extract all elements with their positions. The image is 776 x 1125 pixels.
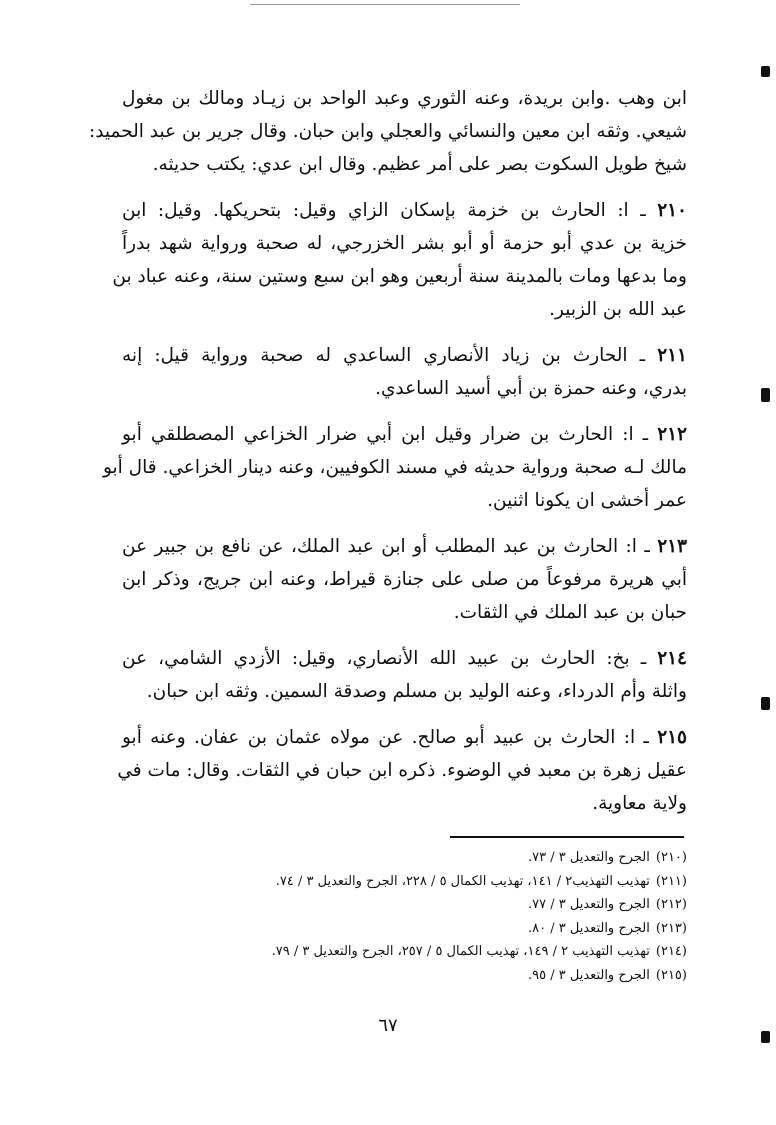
text-line: ـ ا: الحارث بن خزمة بإسكان الزاي وقيل: بتحريكها. وقيل: ابن <box>122 200 646 221</box>
margin-mark <box>761 66 770 77</box>
entry-213 <box>122 530 687 629</box>
text-line: خزية بن عدي أبو حزمة أو أبو بشر الخزرجي، له صحبة ورواية شهد بدراً <box>122 233 687 254</box>
text-line: ـ الحارث بن زياد الأنصاري الساعدي له صحبة ورواية قيل: إنه <box>122 345 646 366</box>
entry-number: ٢١٥ <box>657 727 687 748</box>
entry-number: ٢١٠ <box>657 200 687 221</box>
margin-mark <box>761 697 770 710</box>
entry-211 <box>122 339 687 405</box>
entry-214 <box>122 642 687 708</box>
footnote-number: (٢١٢) <box>655 897 687 912</box>
text-line: ـ بخ: الحارث بن عبيد الله الأنصاري، وقيل: الأزدي الشامي، عن <box>122 648 647 669</box>
page-body <box>88 82 687 820</box>
footnote-separator <box>450 836 684 838</box>
footnote <box>167 964 687 988</box>
entry-210 <box>112 194 687 326</box>
footnote-text: الجرح والتعديل ٣ / ٨٠. <box>528 920 650 936</box>
text-line: شيعي. وثقه ابن معين والنسائي والعجلي وابن حبان. وقال جرير بن عبد الحميد: <box>88 121 687 142</box>
footnote-number: (٢١٠) <box>655 850 687 865</box>
footnote <box>167 940 687 964</box>
entry-number: ٢١١ <box>657 345 687 366</box>
text-line: وما بدعها ومات بالمدينة سنة أربعين وهو ابن سبع وستين سنة، وعنه عباد بن <box>112 266 687 287</box>
margin-mark <box>761 388 770 402</box>
footnote <box>167 846 687 870</box>
text-line: ـ ا: الحارث بن عبيد أبو صالح. عن مولاه عثمان بن عفان. وعنه أبو <box>122 727 649 748</box>
text-line: شيخ طويل السكوت بصر على أمر عظيم. وقال ابن عدي: يكتب حديثه. <box>152 154 687 175</box>
footnote-text: الجرح والتعديل ٣ / ٧٣. <box>528 850 650 865</box>
footnote <box>167 917 687 941</box>
footnotes <box>167 846 687 987</box>
footnote-text: الجرح والتعديل ٣ / ٧٧. <box>528 897 650 912</box>
text-line: ـ ا: الحارث بن ضرار وقيل ابن أبي ضرار الخزاعي المصطلقي أبو <box>122 424 649 445</box>
text-line: عبد الله بن الزبير. <box>549 299 687 320</box>
text-line: أبي هريرة مرفوعاً من صلى على جنازة قيراط، وعنه ابن جريج، وذكر ابن <box>122 569 687 590</box>
text-line: بدري، وعنه حمزة بن أبي أسيد الساعدي. <box>375 378 687 399</box>
footnote <box>167 893 687 917</box>
footnote <box>167 870 687 894</box>
entry-215 <box>117 721 687 820</box>
text-line: عمر أخشى ان يكونا اثنين. <box>487 490 687 511</box>
footnote-number: (٢١٤) <box>655 944 687 959</box>
entry-number: ٢١٢ <box>657 424 687 445</box>
page-number: ٦٧ <box>378 1015 398 1036</box>
entry-number: ٢١٣ <box>657 536 687 557</box>
footnote-number: (٢١٥) <box>655 967 687 983</box>
footnote-number: (٢١٣) <box>655 920 687 936</box>
text-line: ابن وهب .وابن بريدة، وعنه الثوري وعبد الواحد بن زيـاد ومالك بن مغول <box>122 88 687 109</box>
footnote-number: (٢١١) <box>655 873 687 889</box>
text-line: حبان بن عبد الملك في الثقات. <box>453 602 687 623</box>
footnote-text: الجرح والتعديل ٣ / ٩٥. <box>528 967 650 983</box>
text-line: واثلة وأم الدرداء، وعنه الوليد بن مسلم وصدقة السمين. وثقه ابن حبان. <box>146 681 687 702</box>
footnote-text: تهذيب التهذيب ٢ / ١٤٩، تهذيب الكمال ٥ / ٢٥٧، الجرح والتعديل ٣ / ٧٩. <box>271 944 650 959</box>
text-line: ـ ا: الحارث بن عبد المطلب أو ابن عبد الملك، عن نافع بن جبير عن <box>122 536 650 557</box>
footnote-text: تهذيب التهذيب٢ / ١٤١، تهذيب الكمال ٥ / ٢٢٨، الجرح والتعديل ٣ / ٧٤. <box>275 873 650 889</box>
intro-paragraph <box>88 82 687 181</box>
text-line: عقيل زهرة بن معبد في الوضوء. ذكره ابن حبان في الثقات. وقال: مات في <box>117 760 687 781</box>
entry-number: ٢١٤ <box>657 648 687 669</box>
top-edge-line <box>250 4 520 5</box>
text-line: مالك لـه صحبة ورواية حديثه في مسند الكوفيين، وعنه دينار الخزاعي. قال أبو <box>102 457 687 478</box>
entry-212 <box>102 418 687 517</box>
text-line: ولاية معاوية. <box>592 793 687 814</box>
